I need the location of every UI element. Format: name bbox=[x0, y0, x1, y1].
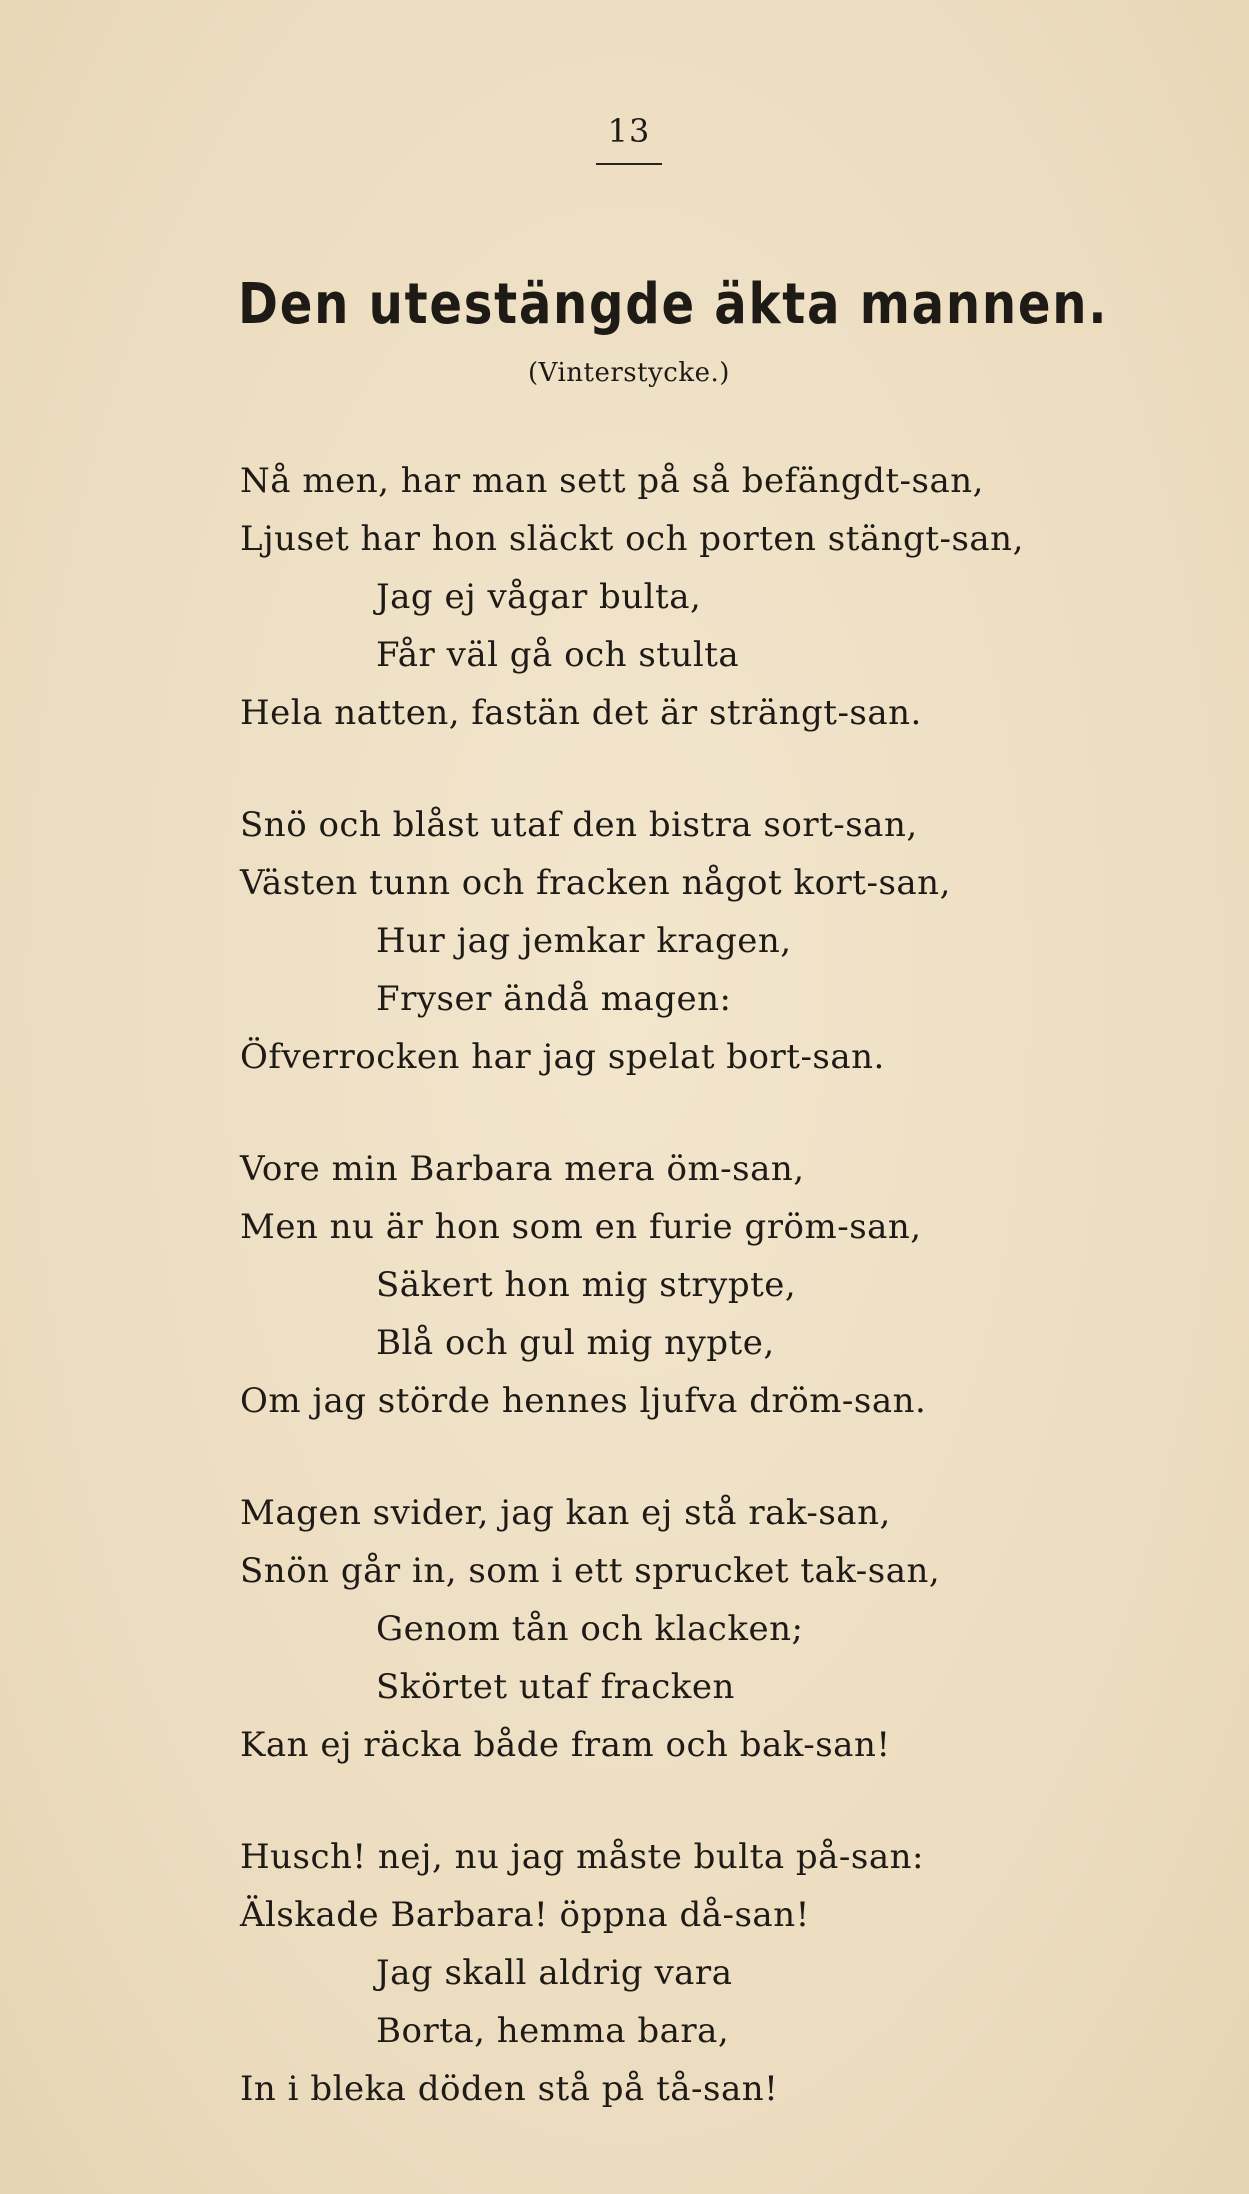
poem-subtitle: (Vinterstycke.) bbox=[528, 358, 730, 388]
poem-line: Om jag störde hennes ljufva dröm-san. bbox=[240, 1381, 927, 1421]
poem-line: Hela natten, fastän det är strängt-san. bbox=[240, 693, 922, 733]
poem-line: Vore min Barbara mera öm-san, bbox=[240, 1149, 805, 1189]
poem-line: Magen svider, jag kan ej stå rak-san, bbox=[240, 1493, 891, 1533]
poem-line: Husch! nej, nu jag måste bulta på-san: bbox=[240, 1837, 924, 1877]
stanza bbox=[240, 1484, 1140, 1774]
poem-line: Kan ej räcka både fram och bak-san! bbox=[240, 1725, 891, 1765]
poem-line: Nå men, har man sett på så befängdt-san, bbox=[240, 461, 984, 501]
poem-line: Jag skall aldrig vara bbox=[376, 1953, 733, 1993]
poem-line: Fryser ändå magen: bbox=[376, 979, 732, 1019]
poem-line: Snö och blåst utaf den bistra sort-san, bbox=[240, 805, 918, 845]
poem-line: Öfverrocken har jag spelat bort-san. bbox=[240, 1037, 885, 1077]
poem-line: Jag ej vågar bulta, bbox=[376, 577, 702, 617]
poem-line: Västen tunn och fracken något kort-san, bbox=[240, 863, 951, 903]
poem-body bbox=[240, 452, 1140, 2172]
poem-title: Den utestängde äkta mannen. bbox=[238, 272, 1109, 337]
stanza bbox=[240, 796, 1140, 1086]
page-number-underline bbox=[596, 163, 662, 165]
poem-line: Älskade Barbara! öppna då-san! bbox=[240, 1895, 810, 1935]
stanza bbox=[240, 1828, 1140, 2118]
poem-line: Snön går in, som i ett sprucket tak-san, bbox=[240, 1551, 941, 1591]
poem-line: Borta, hemma bara, bbox=[376, 2011, 730, 2051]
page-number: 13 bbox=[607, 112, 651, 150]
poem-line: Säkert hon mig strypte, bbox=[376, 1265, 797, 1305]
poem-line: Skörtet utaf fracken bbox=[376, 1667, 735, 1707]
poem-line: Hur jag jemkar kragen, bbox=[376, 921, 792, 961]
poem-line: Ljuset har hon släckt och porten stängt-san, bbox=[240, 519, 1024, 559]
poem-line: Blå och gul mig nypte, bbox=[376, 1323, 775, 1363]
poem-line: In i bleka döden stå på tå-san! bbox=[240, 2069, 779, 2109]
stanza bbox=[240, 452, 1140, 742]
poem-line: Får väl gå och stulta bbox=[376, 635, 740, 675]
poem-line: Men nu är hon som en furie gröm-san, bbox=[240, 1207, 922, 1247]
poem-line: Genom tån och klacken; bbox=[376, 1609, 804, 1649]
stanza bbox=[240, 1140, 1140, 1430]
